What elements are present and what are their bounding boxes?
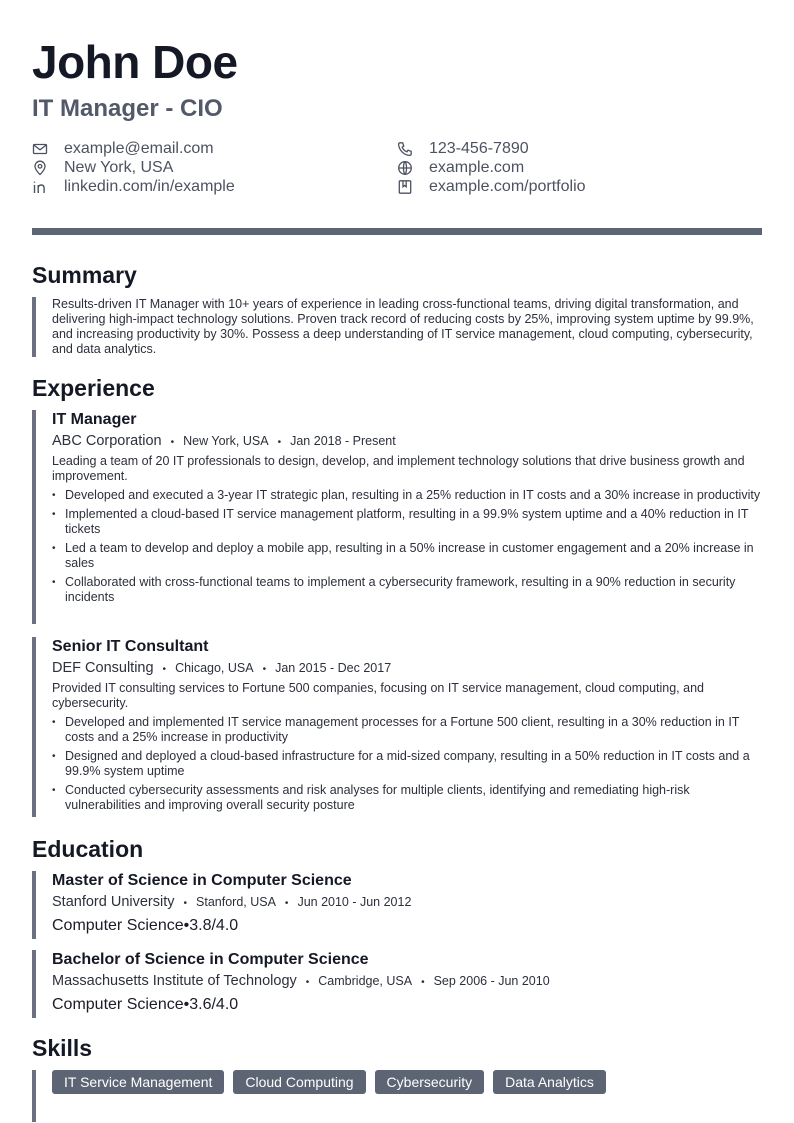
education-heading: Education (32, 836, 144, 862)
separator-dot: • (284, 898, 289, 909)
bookmark-icon (397, 179, 413, 195)
separator-dot: • (183, 996, 190, 1013)
contact-portfolio[interactable] (397, 177, 586, 196)
separator-dot: • (170, 437, 175, 448)
location-text: New York, USA (64, 158, 174, 176)
job-dates: Jan 2018 - Present (290, 434, 396, 448)
skills-heading: Skills (32, 1035, 93, 1061)
job-location: New York, USA (183, 434, 269, 448)
job-title: Senior IT Consultant (52, 638, 209, 655)
summary-text: Results-driven IT Manager with 10+ years of experience in leading cross-functional teams, driving digital transformation, and delivering high-impact technology solutions. Proven track record of reducing costs by 25%, improving system uptime by 99.9%, and increasing productivity by 30%. Possess a deep understanding of IT service management, cloud computing, cybersecurity, and data analytics. (52, 297, 754, 356)
field-of-study: Computer Science (52, 996, 184, 1013)
contact-location (32, 158, 173, 177)
job-meta (52, 432, 762, 452)
separator-dot: • (162, 664, 167, 675)
school-name: Stanford University (52, 894, 175, 910)
education-entry (32, 871, 762, 939)
education-field-line (52, 995, 762, 1014)
field-of-study: Computer Science (52, 917, 184, 934)
separator-dot: • (262, 664, 267, 675)
separator-dot: • (421, 977, 425, 988)
education-entry (32, 950, 762, 1018)
contact-website[interactable] (397, 158, 524, 177)
job-bullet: • Developed and executed a 3-year IT strategic plan, resulting in a 25% reduction in IT costs and a 30% increase in productivity (52, 488, 762, 503)
website-text: example.com (429, 158, 525, 176)
globe-icon (397, 160, 413, 176)
job-bullet: • Conducted cybersecurity assessments and risk analyses for multiple clients, identifying and remediating high-risk vulnerabilities and improving overall security posture (52, 783, 762, 813)
gpa: 3.8/4.0 (189, 917, 239, 934)
degree-title: Master of Science in Computer Science (52, 872, 352, 889)
job-bullets (52, 715, 762, 813)
job-meta (52, 659, 762, 679)
linkedin-icon (32, 179, 48, 195)
skill-tag: Cybersecurity (375, 1070, 485, 1094)
email-text: example@email.com (64, 139, 214, 157)
education-meta (52, 972, 762, 992)
skills-block (32, 1070, 762, 1122)
header-divider (32, 228, 762, 235)
contact-phone[interactable] (397, 139, 529, 158)
summary-heading: Summary (32, 262, 137, 288)
education-dates: Sep 2006 - Jun 2010 (433, 974, 550, 988)
separator-dot: • (183, 917, 190, 934)
degree-title: Bachelor of Science in Computer Science (52, 951, 369, 968)
separator-dot: • (305, 977, 310, 988)
phone-text: 123-456-7890 (429, 139, 529, 157)
education-field-line (52, 916, 762, 935)
experience-heading: Experience (32, 375, 155, 401)
job-bullet: • Designed and deployed a cloud-based infrastructure for a mid-sized company, resulting in a 50% reduction in IT costs and a 99.9% system uptime (52, 749, 762, 779)
candidate-name: John Doe (32, 36, 238, 88)
skill-tag: Cloud Computing (233, 1070, 365, 1094)
job-entry (32, 637, 762, 817)
gpa: 3.6/4.0 (189, 996, 239, 1013)
skill-tags (52, 1070, 762, 1094)
job-description: Leading a team of 20 IT professionals to design, develop, and implement technology solutions that drive business growth and improvement. (52, 454, 745, 483)
skill-tag: IT Service Management (52, 1070, 224, 1094)
job-description: Provided IT consulting services to Fortune 500 companies, focusing on IT service management, cloud computing, and cybersecurity. (52, 681, 704, 710)
candidate-role: IT Manager - CIO (32, 95, 223, 122)
school-location: Stanford, USA (196, 895, 276, 909)
education-meta (52, 893, 762, 913)
job-bullet: • Led a team to develop and deploy a mobile app, resulting in a 50% increase in customer engagement and a 20% increase in sales (52, 541, 762, 571)
portfolio-text: example.com/portfolio (429, 177, 586, 195)
envelope-icon (32, 141, 48, 157)
location-pin-icon (32, 160, 48, 176)
company-name: ABC Corporation (52, 433, 162, 449)
school-name: Massachusetts Institute of Technology (52, 973, 297, 989)
skill-tag: Data Analytics (493, 1070, 606, 1094)
job-title: IT Manager (52, 411, 137, 428)
job-dates: Jan 2015 - Dec 2017 (275, 661, 392, 675)
job-bullet: • Collaborated with cross-functional teams to implement a cybersecurity framework, resulting in a 90% reduction in security incidents (52, 575, 762, 605)
job-bullet: • Developed and implemented IT service management processes for a Fortune 500 client, resulting in a 30% reduction in IT costs and a 25% increase in productivity (52, 715, 762, 745)
education-dates: Jun 2010 - Jun 2012 (297, 895, 412, 909)
separator-dot: • (183, 898, 188, 909)
company-name: DEF Consulting (52, 660, 154, 676)
summary-block (32, 297, 762, 357)
contact-linkedin[interactable] (32, 177, 235, 196)
contact-email[interactable] (32, 139, 214, 158)
job-bullets (52, 488, 762, 605)
school-location: Cambridge, USA (318, 974, 413, 988)
job-entry (32, 410, 762, 624)
contact-info (32, 138, 762, 198)
job-location: Chicago, USA (175, 661, 254, 675)
phone-icon (397, 141, 413, 157)
job-bullet: • Implemented a cloud-based IT service management platform, resulting in a 99.9% system uptime and a 40% reduction in IT tickets (52, 507, 762, 537)
separator-dot: • (277, 437, 282, 448)
linkedin-text: linkedin.com/in/example (64, 177, 235, 195)
